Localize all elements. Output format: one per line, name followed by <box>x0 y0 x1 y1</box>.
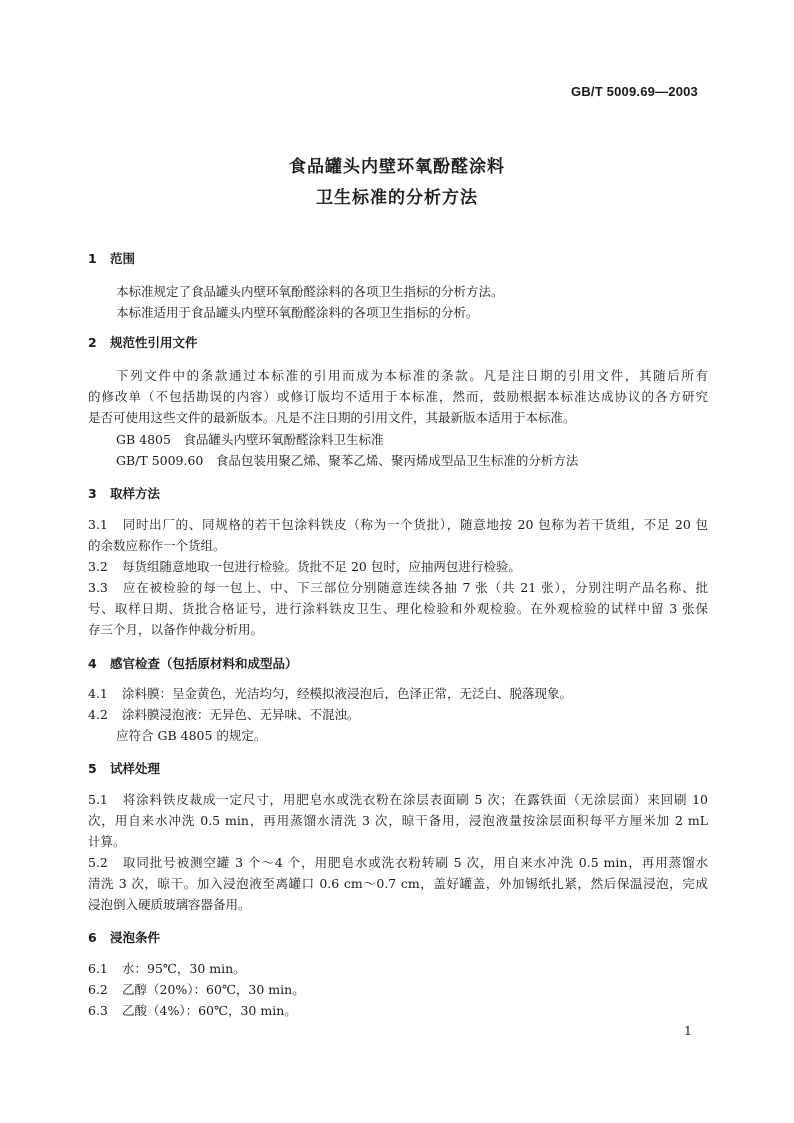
clause-5-1-text: 将涂料铁皮裁成一定尺寸，用肥皂水或洗衣粉在涂层表面刷 5 次；在露铁面（无涂层面）来回刷 10 <box>122 792 708 807</box>
clause-6-1-text: 水：95℃，30 min。 <box>122 961 246 976</box>
section-1-paragraph-2: 本标准适用于食品罐头内壁环氧酚醛涂料的各项卫生指标的分析。 <box>116 305 479 320</box>
clause-5-2-line-1 <box>88 854 708 872</box>
standard-number: GB/T 5009.69—2003 <box>571 84 698 99</box>
clause-3-1-line-1 <box>88 516 708 534</box>
section-5-heading <box>88 760 708 778</box>
clause-4-1-number: 4.1 <box>88 686 108 701</box>
clause-6-3-text: 乙酸（4%）：60℃，30 min。 <box>122 1003 297 1018</box>
section-6-heading <box>88 929 708 947</box>
clause-3-3-line-1 <box>88 579 708 597</box>
clause-5-1-line-2: 次，用自来水冲洗 0.5 min，再用蒸馏水清洗 3 次，晾干备用，浸泡液量按涂层面积每平方厘米加 2 mL <box>88 813 708 828</box>
section-4-title: 感官检查（包括原材料和成型品） <box>110 656 298 671</box>
clause-3-3-line-2: 号、取样日期、货批合格证号，进行涂料铁皮卫生、理化检验和外观检验。在外观检验的试样中留 3 张保 <box>88 601 708 616</box>
section-2-paragraph-line-3: 是否可使用这些文件的最新版本。凡是不注日期的引用文件，其最新版本适用于本标准。 <box>88 410 576 425</box>
clause-3-2-number: 3.2 <box>88 559 108 574</box>
clause-4-1-text: 涂料膜：呈金黄色，光洁均匀，经模拟液浸泡后，色泽正常，无泛白、脱落现象。 <box>122 686 573 701</box>
page-number: 1 <box>684 1023 692 1038</box>
section-1-title: 范围 <box>110 251 136 266</box>
section-1-paragraph-1: 本标准规定了食品罐头内壁环氧酚醛涂料的各项卫生指标的分析方法。 <box>116 284 504 299</box>
clause-3-1-text: 同时出厂的、同规格的若干包涂料铁皮（称为一个货批），随意地按 20 包称为若干货组，不足 20 包 <box>122 517 708 532</box>
section-3-title: 取样方法 <box>110 486 161 501</box>
clause-4-2-text: 涂料膜浸泡液：无异色、无异味、不混浊。 <box>122 707 360 722</box>
section-4-number: 4 <box>88 656 97 671</box>
clause-3-1-number: 3.1 <box>88 517 108 532</box>
clause-6-3 <box>88 1002 708 1020</box>
section-2-title: 规范性引用文件 <box>110 335 198 350</box>
clause-3-3-number: 3.3 <box>88 580 108 595</box>
clause-6-3-number: 6.3 <box>88 1003 108 1018</box>
clause-6-2-number: 6.2 <box>88 982 108 997</box>
clause-5-1-line-1 <box>88 791 708 809</box>
clause-5-1-line-3: 计算。 <box>88 834 126 849</box>
section-2-paragraph-line-2: 的修改单（不包括勘误的内容）或修订版均不适用于本标准，然而，鼓励根据本标准达成协议的各方研究 <box>88 389 708 404</box>
clause-4-2-requirement: 应符合 GB 4805 的规定。 <box>116 728 267 743</box>
clause-5-1-number: 5.1 <box>88 792 108 807</box>
section-5-number: 5 <box>88 761 97 776</box>
section-3-number: 3 <box>88 486 97 501</box>
document-title-line-2: 卫生标准的分析方法 <box>316 188 478 208</box>
reference-gb-4805: GB 4805 食品罐头内壁环氧酚醛涂料卫生标准 <box>116 432 384 447</box>
clause-6-2-text: 乙醇（20%）：60℃，30 min。 <box>122 982 305 997</box>
clause-5-2-text: 取同批号被测空罐 3 个～4 个，用肥皂水或洗衣粉转刷 5 次，用自来水冲洗 0.5 min，再用蒸馏水 <box>122 855 708 870</box>
section-2-paragraph-line-1: 下列文件中的条款通过本标准的引用而成为本标准的条款。凡是注日期的引用文件，其随后所有 <box>116 368 708 383</box>
clause-5-2-line-3: 浸泡倒入硬质玻璃容器备用。 <box>88 897 251 912</box>
section-2-number: 2 <box>88 335 97 350</box>
clause-3-3-line-3: 存三个月，以备作仲裁分析用。 <box>88 622 264 637</box>
section-3-heading <box>88 485 708 503</box>
clause-5-2-line-2: 清洗 3 次，晾干。加入浸泡液至离罐口 0.6 cm～0.7 cm，盖好罐盖，外加锡纸扎紧，然后保温浸泡，完成 <box>88 876 708 891</box>
section-2-heading <box>88 334 708 352</box>
clause-3-1-line-2: 的余数应称作一个货组。 <box>88 538 226 553</box>
clause-4-2 <box>88 706 708 724</box>
document-title-line-1: 食品罐头内壁环氧酚醛涂料 <box>289 157 505 177</box>
clause-6-1 <box>88 960 708 978</box>
clause-3-2 <box>88 558 708 576</box>
clause-3-3-text: 应在被检验的每一包上、中、下三部位分别随意连续各抽 7 张（共 21 张），分别注明产品名称、批 <box>122 580 708 595</box>
clause-5-2-number: 5.2 <box>88 855 108 870</box>
clause-6-1-number: 6.1 <box>88 961 108 976</box>
section-6-title: 浸泡条件 <box>110 930 161 945</box>
section-4-heading <box>88 655 708 673</box>
section-5-title: 试样处理 <box>110 761 161 776</box>
section-1-heading <box>88 250 708 268</box>
section-1-number: 1 <box>88 251 97 266</box>
reference-gbt-5009-60: GB/T 5009.60 食品包装用聚乙烯、聚苯乙烯、聚丙烯成型品卫生标准的分析方法 <box>116 453 579 468</box>
section-6-number: 6 <box>88 930 97 945</box>
clause-6-2 <box>88 981 708 999</box>
clause-3-2-text: 每货组随意地取一包进行检验。货批不足 20 包时，应抽两包进行检验。 <box>122 559 521 574</box>
clause-4-2-number: 4.2 <box>88 707 108 722</box>
clause-4-1 <box>88 685 708 703</box>
